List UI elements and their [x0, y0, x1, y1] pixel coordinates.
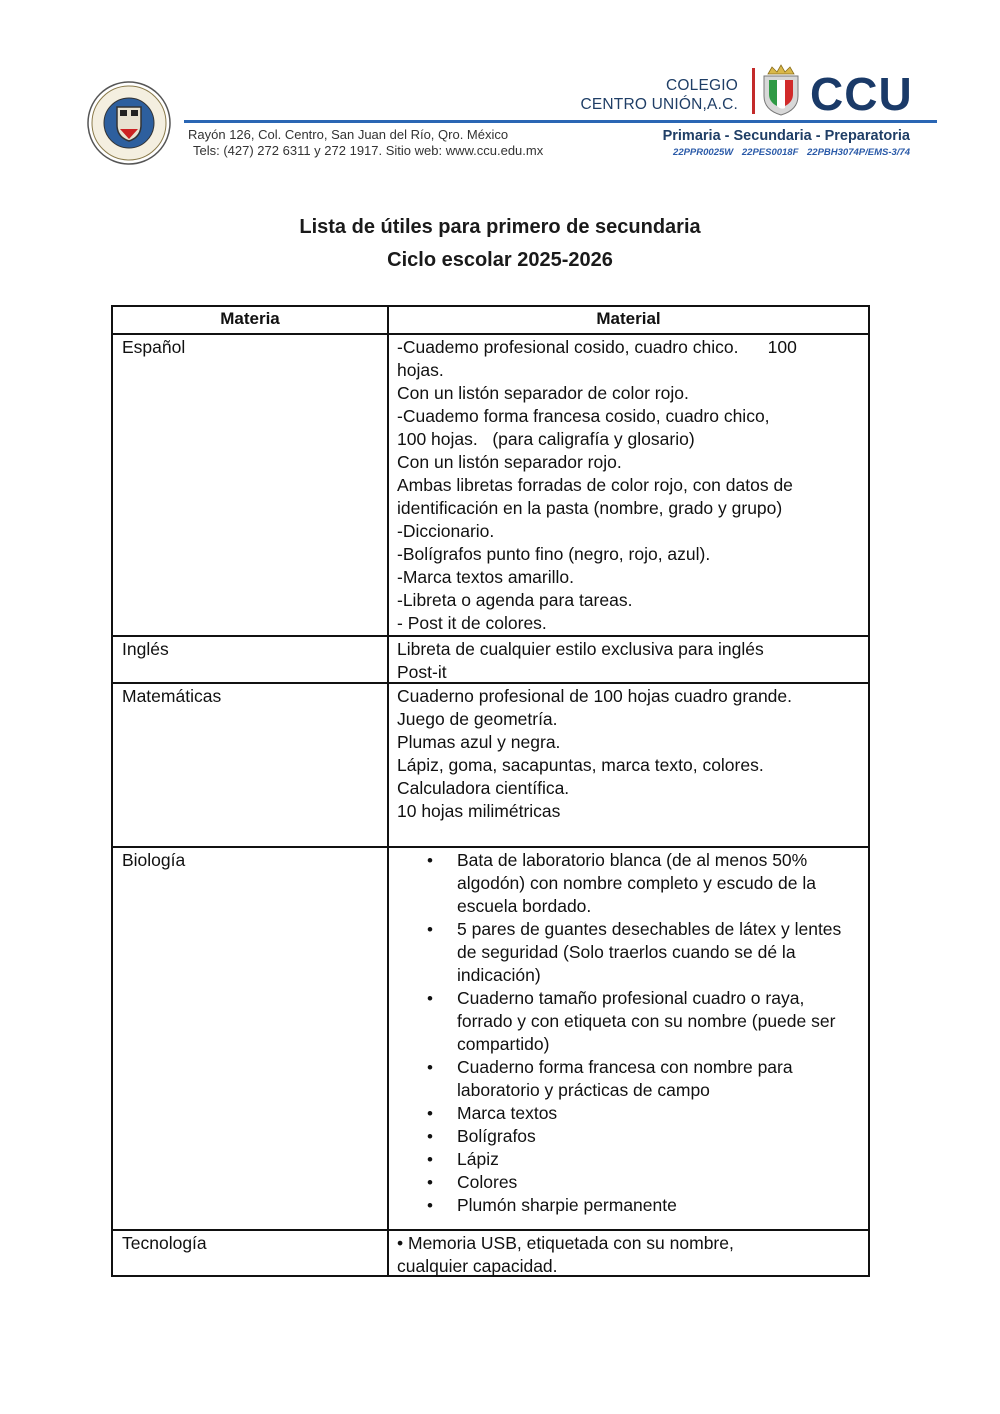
material-line: - Post it de colores.: [397, 613, 547, 633]
table-row: [113, 846, 868, 1229]
material-line: Post-it: [397, 662, 447, 682]
table-header-row: [113, 307, 868, 333]
subject-cell: Español: [113, 335, 389, 635]
subject-cell: Matemáticas: [113, 684, 389, 846]
material-line: • Memoria USB, etiquetada con su nombre,: [397, 1233, 734, 1253]
supplies-table: [111, 305, 870, 1277]
material-line: -Libreta o agenda para tareas.: [397, 590, 633, 610]
header-materia: Materia: [113, 307, 389, 333]
material-line: -Marca textos amarillo.: [397, 567, 574, 587]
material-line: Plumas azul y negra.: [397, 732, 561, 752]
header-rule: [184, 120, 937, 123]
material-line: Calculadora científica.: [397, 778, 570, 798]
bullet-item: • Colores: [457, 1171, 864, 1194]
bullet-item: • Plumón sharpie permanente: [457, 1194, 864, 1217]
subject-cell: Inglés: [113, 637, 389, 682]
school-name-line1: COLEGIO: [665, 77, 738, 94]
subject-cell: Tecnología: [113, 1231, 389, 1275]
material-line: 10 hojas milimétricas: [397, 801, 561, 821]
material-line: cualquier capacidad.: [397, 1256, 558, 1276]
bullet-item: • Marca textos: [457, 1102, 864, 1125]
school-name-line2: CENTRO UNIÓN,A.C.: [580, 96, 738, 113]
table-row: [113, 635, 868, 682]
document-subtitle: Ciclo escolar 2025-2026: [387, 249, 613, 271]
table-row: [113, 1229, 868, 1275]
material-line: -Cuademo profesional cosido, cuadro chico. 100: [397, 337, 797, 357]
table-row: [113, 682, 868, 846]
misioneros-xaverianos-seal-logo: [86, 80, 172, 166]
header-material: Material: [596, 309, 661, 328]
material-cell: [389, 335, 868, 635]
bullet-item: • 5 pares de guantes desechables de látex y lentes de seguridad (Solo traerlos cuando se dé la indicación): [457, 918, 864, 987]
material-line: Cuaderno profesional de 100 hojas cuadro grande.: [397, 686, 793, 706]
material-cell: [389, 637, 868, 682]
material-line: Lápiz, goma, sacapuntas, marca texto, colores.: [397, 755, 764, 775]
material-line: hojas.: [397, 360, 444, 380]
address-line: Rayón 126, Col. Centro, San Juan del Río, Qro. México: [188, 127, 509, 142]
school-levels: Primaria - Secundaria - Preparatoria: [662, 128, 910, 144]
material-line: -Bolígrafos punto fino (negro, rojo, azul).: [397, 544, 711, 564]
subject-cell: Biología: [113, 848, 389, 1229]
bullet-item: • Cuaderno tamaño profesional cuadro o raya, forrado y con etiqueta con su nombre (puede ser compartido): [457, 987, 864, 1056]
school-codes: 22PPR0025W 22PES0018F 22PBH3074P/EMS-3/74: [673, 147, 910, 158]
material-bullet-list: [397, 849, 864, 1217]
material-line: Con un listón separador rojo.: [397, 452, 622, 472]
material-cell: [389, 848, 868, 1229]
material-line: identificación en la pasta (nombre, grado y grupo): [397, 498, 783, 518]
material-cell: [389, 684, 868, 846]
bullet-item: • Lápiz: [457, 1148, 864, 1171]
bullet-item: • Bolígrafos: [457, 1125, 864, 1148]
document-title: Lista de útiles para primero de secundaria: [299, 216, 701, 238]
contact-line: Tels: (427) 272 6311 y 272 1917. Sitio web: www.ccu.edu.mx: [193, 143, 544, 158]
material-line: 100 hojas. (para caligrafía y glosario): [397, 429, 695, 449]
material-cell: [389, 1231, 868, 1275]
school-name: [560, 76, 738, 114]
bullet-item: • Cuaderno forma francesa con nombre para laboratorio y prácticas de campo: [457, 1056, 864, 1102]
material-line: Con un listón separador de color rojo.: [397, 383, 689, 403]
bullet-item: • Bata de laboratorio blanca (de al menos 50% algodón) con nombre completo y escudo de la escuela bordado.: [457, 849, 864, 918]
table-row: [113, 333, 868, 635]
material-line: -Diccionario.: [397, 521, 495, 541]
school-crest-logo: [760, 64, 802, 116]
logo-divider: [752, 68, 755, 114]
ccu-logo-text: CCU: [810, 68, 913, 120]
material-line: Libreta de cualquier estilo exclusiva para inglés: [397, 639, 764, 659]
material-line: -Cuademo forma francesa cosido, cuadro chico,: [397, 406, 770, 426]
material-line: Ambas libretas forradas de color rojo, con datos de: [397, 475, 793, 495]
material-line: Juego de geometría.: [397, 709, 558, 729]
